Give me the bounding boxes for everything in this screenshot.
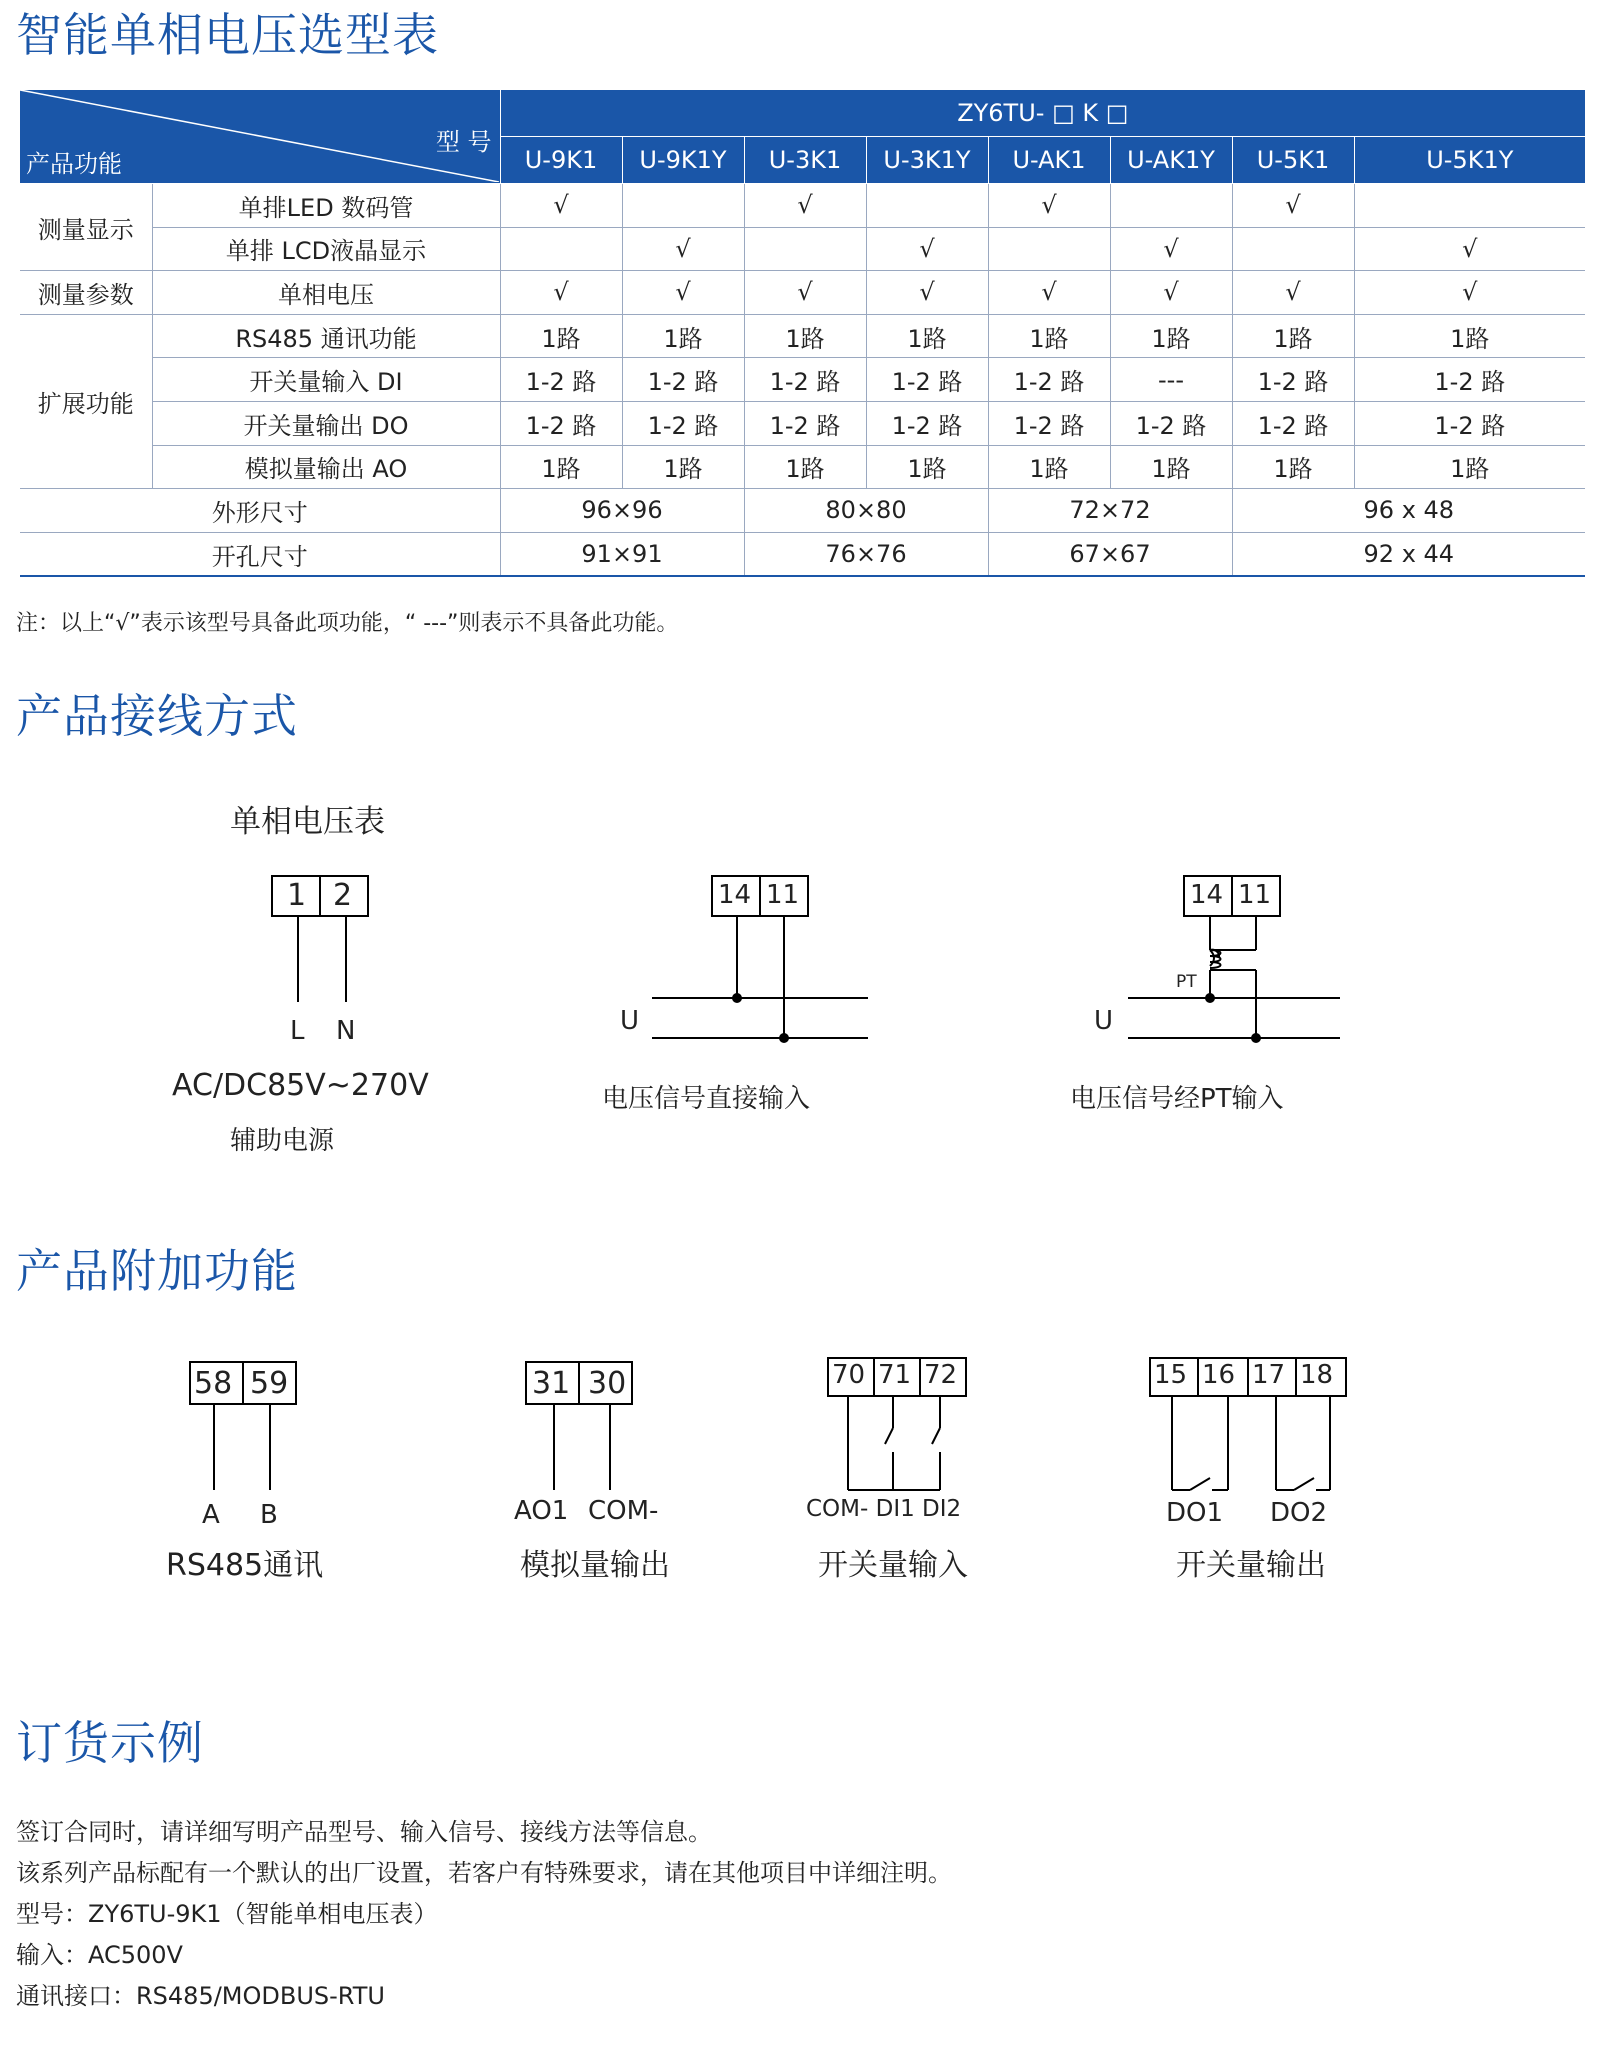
table-corner <box>20 90 500 184</box>
group-params: 测量参数 <box>20 271 152 315</box>
order-line: 签订合同时，请详细写明产品型号、输入信号、接线方法等信息。 <box>16 1818 712 1846</box>
dimension-cell: 76×76 <box>744 532 988 576</box>
row-label: 单相电压 <box>152 271 500 315</box>
terminal-label: 72 <box>924 1360 958 1390</box>
table-cell <box>622 184 744 228</box>
table-cell: 1-2 路 <box>1232 358 1354 402</box>
terminal-label: 1 <box>287 878 307 913</box>
terminal-label: 31 <box>532 1366 571 1401</box>
table-cell: 1路 <box>1354 445 1585 489</box>
table-cell <box>1354 184 1585 228</box>
table-cell: √ <box>1110 271 1232 315</box>
table-cell: √ <box>988 271 1110 315</box>
table-cell: √ <box>1110 227 1232 271</box>
table-cell: 1-2 路 <box>1232 401 1354 445</box>
table-cell: 1路 <box>1110 314 1232 358</box>
terminal-label: 18 <box>1300 1360 1334 1390</box>
terminal-label: 30 <box>588 1366 627 1401</box>
table-row <box>20 401 1585 445</box>
table-cell: √ <box>500 271 622 315</box>
table-cell: 1路 <box>622 445 744 489</box>
dimension-cell: 92 x 44 <box>1232 532 1585 576</box>
terminal-label: 59 <box>250 1366 289 1401</box>
table-cell: 1路 <box>500 445 622 489</box>
table-cell: √ <box>1354 227 1585 271</box>
do1-label: DO1 <box>1166 1498 1224 1528</box>
terminal-label: 70 <box>832 1360 866 1390</box>
table-row <box>20 227 1585 271</box>
model-header: U-3K1 <box>744 137 866 184</box>
table-row <box>20 532 1585 576</box>
table-note: 注：以上“√”表示该型号具备此项功能，“ ---”则表示不具备此功能。 <box>16 611 679 636</box>
selection-table <box>20 90 1585 577</box>
table-cell: 1路 <box>866 445 988 489</box>
table-cell: 1-2 路 <box>988 401 1110 445</box>
terminal-label: 14 <box>718 880 752 910</box>
extra-title: 产品附加功能 <box>16 1244 298 1298</box>
table-cell: 1路 <box>1232 314 1354 358</box>
pt-coil-top-left <box>1210 950 1221 968</box>
ao-output-label: AO1 <box>514 1496 569 1526</box>
di-terminal-labels: COM- DI1 DI2 <box>806 1496 962 1522</box>
terminal-label: 71 <box>878 1360 912 1390</box>
table-cell: √ <box>866 227 988 271</box>
table-cell: 1路 <box>622 314 744 358</box>
table-cell: 1-2 路 <box>500 358 622 402</box>
corner-function-label: 产品功能 <box>26 150 122 178</box>
dimension-cell: 67×67 <box>988 532 1232 576</box>
dimension-cell: 72×72 <box>988 489 1232 533</box>
direct-caption: 电压信号直接输入 <box>602 1084 811 1114</box>
table-cell: √ <box>866 271 988 315</box>
terminal-label: 2 <box>333 878 353 913</box>
table-row <box>20 445 1585 489</box>
table-row <box>20 358 1585 402</box>
group-extension: 扩展功能 <box>20 314 152 488</box>
dimension-cell: 96×96 <box>500 489 744 533</box>
pt-label: PT <box>1176 972 1197 992</box>
dimension-cell: 96 x 48 <box>1232 489 1585 533</box>
rs485-a-label: A <box>202 1500 220 1530</box>
table-cell: 1路 <box>1232 445 1354 489</box>
table-cell: √ <box>744 184 866 228</box>
table-cell: √ <box>1354 271 1585 315</box>
rs485-caption: RS485通讯 <box>166 1548 324 1583</box>
table-cell: 1路 <box>866 314 988 358</box>
table-row <box>20 489 1585 533</box>
di-caption: 开关量输入 <box>818 1548 968 1583</box>
table-cell: √ <box>1232 271 1354 315</box>
model-header: U-AK1 <box>988 137 1110 184</box>
model-header: U-AK1Y <box>1110 137 1232 184</box>
table-cell <box>988 227 1110 271</box>
table-cell <box>1110 184 1232 228</box>
power-l-label: L <box>290 1016 305 1046</box>
table-cell: 1路 <box>744 445 866 489</box>
table-cell: 1-2 路 <box>866 401 988 445</box>
corner-model-label: 型 号 <box>435 128 492 156</box>
ao-com-label: COM- <box>588 1496 659 1526</box>
table-cell: 1-2 路 <box>744 358 866 402</box>
order-line: 输入：AC500V <box>16 1941 183 1969</box>
table-cell: 1-2 路 <box>500 401 622 445</box>
row-label: 开孔尺寸 <box>20 532 500 576</box>
table-cell: 1路 <box>988 445 1110 489</box>
table-cell: √ <box>988 184 1110 228</box>
table-cell: 1路 <box>500 314 622 358</box>
direct-u-label: U <box>620 1006 640 1036</box>
table-cell: 1-2 路 <box>1110 401 1232 445</box>
table-cell: 1路 <box>1354 314 1585 358</box>
pt-caption: 电压信号经PT输入 <box>1070 1084 1284 1114</box>
power-caption: 辅助电源 <box>230 1126 335 1156</box>
model-header: U-3K1Y <box>866 137 988 184</box>
table-cell: 1-2 路 <box>866 358 988 402</box>
table-row <box>20 184 1585 228</box>
model-header: U-9K1 <box>500 137 622 184</box>
table-cell: √ <box>500 184 622 228</box>
table-cell: √ <box>1232 184 1354 228</box>
table-cell: 1-2 路 <box>744 401 866 445</box>
terminal-label: 58 <box>194 1366 233 1401</box>
dimension-cell: 80×80 <box>744 489 988 533</box>
table-cell: √ <box>622 227 744 271</box>
series-header: ZY6TU- □ K □ <box>500 90 1585 137</box>
model-header: U-5K1 <box>1232 137 1354 184</box>
ao-caption: 模拟量输出 <box>520 1548 670 1583</box>
order-title: 订货示例 <box>16 1716 204 1770</box>
terminal-label: 14 <box>1190 880 1224 910</box>
rs485-b-label: B <box>260 1500 278 1530</box>
table-cell: 1-2 路 <box>1354 358 1585 402</box>
row-label: RS485 通讯功能 <box>152 314 500 358</box>
table-cell: √ <box>622 271 744 315</box>
group-display: 测量显示 <box>20 184 152 271</box>
terminal-label: 11 <box>1238 880 1272 910</box>
row-label: 开关量输入 DI <box>152 358 500 402</box>
table-cell: 1-2 路 <box>1354 401 1585 445</box>
pt-u-label: U <box>1094 1006 1114 1036</box>
table-cell: 1路 <box>988 314 1110 358</box>
page-title: 智能单相电压选型表 <box>16 8 439 62</box>
order-line: 该系列产品标配有一个默认的出厂设置，若客户有特殊要求，请在其他项目中详细注明。 <box>16 1859 952 1887</box>
table-cell: 1路 <box>1110 445 1232 489</box>
do-caption: 开关量输出 <box>1176 1548 1326 1583</box>
order-example <box>16 1812 952 2017</box>
terminal-label: 15 <box>1154 1360 1188 1390</box>
table-cell <box>1232 227 1354 271</box>
table-cell: 1路 <box>744 314 866 358</box>
table-cell: 1-2 路 <box>622 401 744 445</box>
terminal-label: 16 <box>1202 1360 1236 1390</box>
table-cell <box>500 227 622 271</box>
table-row <box>20 314 1585 358</box>
model-header: U-9K1Y <box>622 137 744 184</box>
row-label: 单排LED 数码管 <box>152 184 500 228</box>
order-line: 通讯接口：RS485/MODBUS-RTU <box>16 1982 385 2010</box>
row-label: 模拟量输出 AO <box>152 445 500 489</box>
model-header: U-5K1Y <box>1354 137 1585 184</box>
power-spec: AC/DC85V~270V <box>172 1068 429 1103</box>
row-label: 外形尺寸 <box>20 489 500 533</box>
meter-title: 单相电压表 <box>230 804 385 840</box>
dimension-cell: 91×91 <box>500 532 744 576</box>
table-cell: 1-2 路 <box>988 358 1110 402</box>
power-n-label: N <box>336 1016 356 1046</box>
order-line: 型号：ZY6TU-9K1（智能单相电压表） <box>16 1900 438 1928</box>
table-cell <box>866 184 988 228</box>
do2-label: DO2 <box>1270 1498 1328 1528</box>
table-cell: 1-2 路 <box>622 358 744 402</box>
terminal-label: 11 <box>766 880 800 910</box>
table-cell: --- <box>1110 358 1232 402</box>
row-label: 开关量输出 DO <box>152 401 500 445</box>
table-cell <box>744 227 866 271</box>
row-label: 单排 LCD液晶显示 <box>152 227 500 271</box>
wiring-title: 产品接线方式 <box>16 689 298 743</box>
terminal-label: 17 <box>1252 1360 1286 1390</box>
table-cell: √ <box>744 271 866 315</box>
table-row <box>20 271 1585 315</box>
